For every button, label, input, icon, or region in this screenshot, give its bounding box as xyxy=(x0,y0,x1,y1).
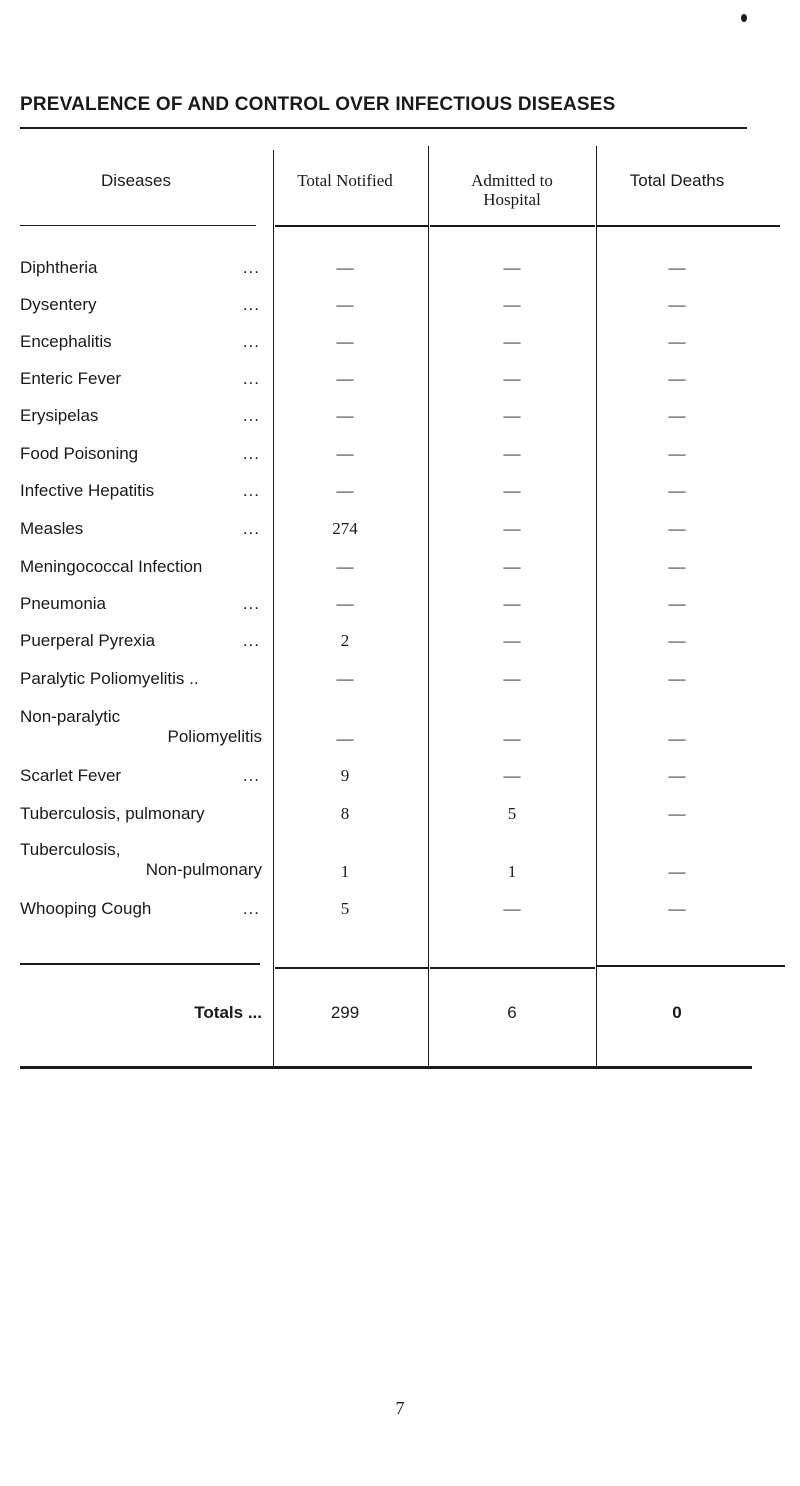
deaths-value: — xyxy=(668,766,686,785)
leader-dots: ... xyxy=(242,332,260,351)
total-notified-value: — xyxy=(336,369,354,388)
leader-dots: ... xyxy=(242,766,260,785)
header-diseases: Diseases xyxy=(101,171,171,190)
disease-name: Enteric Fever xyxy=(20,369,122,388)
total-notified-value: — xyxy=(336,332,354,351)
deaths-value: — xyxy=(668,406,686,425)
disease-name: Puerperal Pyrexia xyxy=(20,631,156,650)
totals-label: Totals ... xyxy=(194,1003,262,1022)
disease-name: Whooping Cough xyxy=(20,899,152,918)
header-rule-4 xyxy=(597,225,780,227)
header-total-notified: Total Notified xyxy=(297,171,393,190)
deaths-value: — xyxy=(668,631,686,650)
total-notified-value: 9 xyxy=(340,766,350,785)
totals-rule-3 xyxy=(430,967,595,969)
header-admitted-line1: Admitted to xyxy=(471,171,553,190)
admitted-value: — xyxy=(503,295,521,314)
leader-dots: ... xyxy=(242,369,260,388)
deaths-value: — xyxy=(668,444,686,463)
total-notified-value: 2 xyxy=(340,631,350,650)
deaths-value: — xyxy=(668,862,686,881)
disease-name: Infective Hepatitis xyxy=(20,481,155,500)
admitted-value: — xyxy=(503,557,521,576)
table-row xyxy=(0,804,800,828)
table-row xyxy=(0,557,800,581)
table-row xyxy=(0,669,800,693)
deaths-value: — xyxy=(668,594,686,613)
admitted-value: — xyxy=(503,669,521,688)
disease-name: Dysentery xyxy=(20,295,97,314)
header-rule-3 xyxy=(430,225,595,227)
totals-rule-1 xyxy=(20,963,260,965)
table-row xyxy=(0,594,800,618)
disease-name-line2: Non-pulmonary xyxy=(145,860,262,879)
disease-name: Scarlet Fever xyxy=(20,766,122,785)
totals-admitted: 6 xyxy=(507,1003,517,1022)
deaths-value: — xyxy=(668,804,686,823)
admitted-value: — xyxy=(503,481,521,500)
leader-dots: ... xyxy=(242,444,260,463)
disease-name-line1: Tuberculosis, xyxy=(20,840,121,859)
disease-name: Food Poisoning xyxy=(20,444,139,463)
deaths-value: — xyxy=(668,369,686,388)
disease-name-line1: Non-paralytic xyxy=(20,707,121,726)
admitted-value: — xyxy=(503,766,521,785)
table-row xyxy=(0,444,800,468)
total-notified-value: — xyxy=(336,594,354,613)
disease-name: Pneumonia xyxy=(20,594,107,613)
admitted-value: — xyxy=(503,631,521,650)
deaths-value: — xyxy=(668,557,686,576)
deaths-value: — xyxy=(668,729,686,748)
admitted-value: — xyxy=(503,332,521,351)
page-title: PREVALENCE OF AND CONTROL OVER INFECTIOUS DISEASES xyxy=(20,94,616,115)
total-notified-value: — xyxy=(336,481,354,500)
disease-name: Erysipelas xyxy=(20,406,99,425)
deaths-value: — xyxy=(668,519,686,538)
header-admitted-line2: Hospital xyxy=(483,190,541,209)
deaths-value: — xyxy=(668,899,686,918)
table-row xyxy=(0,332,800,356)
totals-rule-2 xyxy=(275,967,428,969)
leader-dots: ... xyxy=(242,481,260,500)
leader-dots: ... xyxy=(242,519,260,538)
table-row xyxy=(0,707,800,751)
admitted-value: — xyxy=(503,444,521,463)
total-notified-value: 5 xyxy=(340,899,350,918)
table-row xyxy=(0,481,800,505)
total-notified-value: 8 xyxy=(340,804,350,823)
total-notified-value: — xyxy=(336,406,354,425)
admitted-value: — xyxy=(503,899,521,918)
admitted-value: — xyxy=(503,258,521,277)
table-row xyxy=(0,369,800,393)
total-notified-value: — xyxy=(336,258,354,277)
total-notified-value: — xyxy=(336,557,354,576)
deaths-value: — xyxy=(668,669,686,688)
deaths-value: — xyxy=(668,295,686,314)
deaths-value: — xyxy=(668,258,686,277)
admitted-value: — xyxy=(503,729,521,748)
page-number: 7 xyxy=(395,1398,405,1418)
leader-dots: ... xyxy=(242,899,260,918)
disease-name: Encephalitis xyxy=(20,332,112,351)
table-row xyxy=(0,840,800,884)
disease-name: Paralytic Poliomyelitis .. xyxy=(20,669,199,688)
table-row xyxy=(0,295,800,319)
table-row xyxy=(0,899,800,923)
header-rule-1 xyxy=(20,225,256,226)
totals-rule-4 xyxy=(597,965,785,967)
header-admitted-to-hospital xyxy=(428,171,596,209)
admitted-value: — xyxy=(503,519,521,538)
total-notified-value: — xyxy=(336,669,354,688)
total-notified-value: 274 xyxy=(332,519,358,538)
leader-dots: ... xyxy=(242,258,260,277)
disease-name-line2: Poliomyelitis xyxy=(167,727,262,746)
bottom-rule xyxy=(20,1066,752,1069)
admitted-value: — xyxy=(503,594,521,613)
leader-dots: ... xyxy=(242,631,260,650)
totals-deaths: 0 xyxy=(672,1003,682,1022)
disease-name: Meningococcal Infection xyxy=(20,557,203,576)
admitted-value: — xyxy=(503,406,521,425)
table-row xyxy=(0,766,800,790)
disease-name: Tuberculosis, pulmonary xyxy=(20,804,205,823)
leader-dots: ... xyxy=(242,406,260,425)
table-row xyxy=(0,406,800,430)
total-notified-value: — xyxy=(336,729,354,748)
deaths-value: — xyxy=(668,332,686,351)
disease-name: Diphtheria xyxy=(20,258,98,277)
table-row xyxy=(0,631,800,655)
header-total-deaths: Total Deaths xyxy=(629,171,725,190)
header-rule-2 xyxy=(275,225,428,227)
table-row xyxy=(0,258,800,282)
leader-dots: ... xyxy=(242,594,260,613)
totals-notified: 299 xyxy=(330,1003,360,1022)
admitted-value: 1 xyxy=(507,862,517,881)
admitted-value: — xyxy=(503,369,521,388)
disease-name: Measles xyxy=(20,519,84,538)
leader-dots: ... xyxy=(242,295,260,314)
title-underline xyxy=(20,127,747,129)
total-notified-value: — xyxy=(336,295,354,314)
admitted-value: 5 xyxy=(507,804,517,823)
totals-row xyxy=(0,1003,800,1027)
corner-mark xyxy=(741,14,747,22)
total-notified-value: — xyxy=(336,444,354,463)
deaths-value: — xyxy=(668,481,686,500)
table-row xyxy=(0,519,800,543)
total-notified-value: 1 xyxy=(340,862,350,881)
